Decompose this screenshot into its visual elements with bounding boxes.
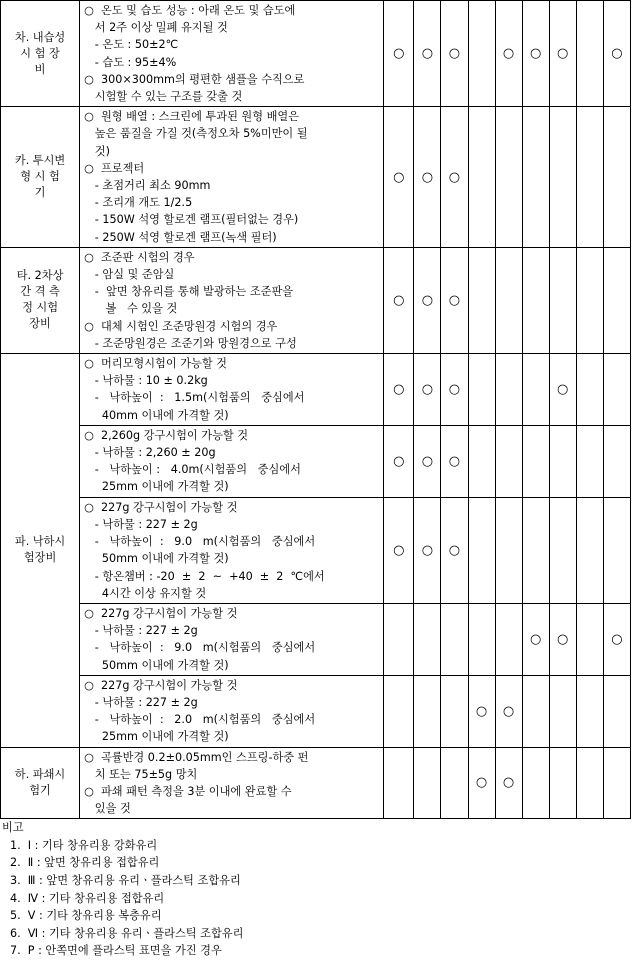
applicability-cell: [576, 354, 603, 426]
requirement-cell: [80, 675, 384, 747]
applicability-cell: ○: [414, 1, 441, 107]
applicability-cell: ○: [522, 603, 549, 675]
requirement-line: - 습도 : 95±4%: [84, 55, 177, 69]
requirement-line: - 낙하높이 : 9.0 m(시험품의 중심에서: [84, 641, 316, 655]
applicability-cell: [603, 675, 630, 747]
notes-list: [2, 837, 630, 960]
applicability-cell: [441, 675, 468, 747]
requirement-line: - 150W 석영 할로겐 램프(필터없는 경우): [84, 213, 299, 227]
applicability-cell: [522, 247, 549, 353]
category-cell: [1, 1, 80, 107]
applicability-cell: [603, 425, 630, 497]
note-item: 1. Ⅰ : 기타 창유리용 강화유리: [10, 838, 158, 852]
applicability-cell: [414, 603, 441, 675]
category-label-line: 비: [34, 62, 46, 76]
requirement-line: - 조준망원경은 조준기와 망원경으로 구성: [84, 336, 297, 350]
applicability-cell: [603, 354, 630, 426]
applicability-cell: ○: [468, 747, 495, 819]
applicability-cell: [549, 497, 576, 603]
category-cell: [1, 107, 80, 248]
applicability-cell: ○: [441, 1, 468, 107]
applicability-cell: [495, 497, 522, 603]
requirement-line: 서 2주 이상 밀폐 유지될 것: [84, 21, 228, 35]
requirement-line: ○ 원형 배열 : 스크린에 투과된 원형 배열은: [84, 110, 300, 124]
table-row: [1, 247, 631, 353]
requirement-line: - 온도 : 50±2℃: [84, 38, 179, 52]
applicability-cell: [549, 247, 576, 353]
applicability-cell: ○: [384, 425, 414, 497]
applicability-cell: [522, 675, 549, 747]
requirement-line: ○ 온도 및 습도 성능 : 아래 온도 및 습도에: [84, 4, 296, 17]
applicability-cell: ○: [384, 354, 414, 426]
note-item: 2. Ⅱ : 앞면 창유리용 접합유리: [10, 856, 160, 870]
category-label-line: 카. 투시변: [14, 154, 66, 168]
applicability-cell: [495, 354, 522, 426]
applicability-cell: ○: [441, 497, 468, 603]
requirement-line: 50mm 이내에 가격할 것): [84, 658, 229, 672]
table-row: [1, 675, 631, 747]
applicability-cell: ○: [441, 107, 468, 248]
requirement-line: - 초점거리 최소 90mm: [84, 179, 211, 193]
requirement-line: 높은 품질을 가질 것(측정오차 5%미만이 될: [84, 127, 308, 141]
requirement-line: 있을 것: [84, 802, 131, 816]
category-label-line: 험기: [29, 783, 51, 797]
requirement-cell: [80, 497, 384, 603]
requirement-line: - 암실 및 준암실: [84, 268, 175, 282]
requirement-cell: [80, 354, 384, 426]
applicability-cell: [384, 747, 414, 819]
requirement-cell: [80, 425, 384, 497]
category-cell: [1, 747, 80, 819]
applicability-cell: ○: [384, 497, 414, 603]
table-row: [1, 603, 631, 675]
applicability-cell: [495, 107, 522, 248]
applicability-cell: [414, 747, 441, 819]
requirement-line: - 250W 석영 할로겐 램프(녹색 필터): [84, 230, 277, 244]
category-label-line: 험장비: [23, 551, 57, 565]
note-item: 5. Ⅴ : 기타 창유리용 복층유리: [10, 909, 162, 923]
applicability-cell: [576, 1, 603, 107]
applicability-cell: ○: [495, 747, 522, 819]
requirement-line: - 낙하물 : 10 ± 0.2kg: [84, 374, 208, 388]
category-label-line: 시 험 장: [20, 46, 60, 60]
applicability-cell: [522, 747, 549, 819]
requirement-line: 25mm 이내에 가격할 것): [84, 730, 229, 744]
applicability-cell: [468, 497, 495, 603]
notes-heading: 비고: [2, 821, 24, 835]
applicability-cell: [576, 247, 603, 353]
requirement-cell: [80, 603, 384, 675]
requirement-line: ○ 227g 강구시험이 가능할 것: [84, 678, 238, 692]
requirement-line: - 낙하물 : 2,260 ± 20g: [84, 446, 216, 460]
applicability-cell: ○: [522, 1, 549, 107]
requirement-line: ○ 머리모형시험이 가능할 것: [84, 357, 227, 371]
applicability-cell: ○: [549, 603, 576, 675]
requirement-line: ○ 대체 시험인 조준망원경 시험의 경우: [84, 319, 278, 333]
applicability-cell: [549, 425, 576, 497]
applicability-cell: ○: [414, 425, 441, 497]
requirement-line: 50mm 이내에 가격할 것): [84, 552, 229, 566]
category-label-line: 간 격 측: [20, 285, 60, 299]
requirement-line: - 앞면 창유리를 통해 발광하는 조준판을: [84, 285, 294, 299]
applicability-cell: ○: [468, 675, 495, 747]
requirement-line: 치 또는 75±5g 망치: [84, 767, 198, 781]
applicability-cell: [495, 603, 522, 675]
requirement-line: - 낙하높이 : 9.0 m(시험품의 중심에서: [84, 535, 316, 549]
applicability-cell: [468, 354, 495, 426]
requirement-line: ○ 파쇄 패턴 측정을 3분 이내에 완료할 수: [84, 784, 292, 798]
applicability-cell: [441, 603, 468, 675]
requirement-cell: [80, 107, 384, 248]
applicability-cell: ○: [441, 247, 468, 353]
applicability-cell: [549, 747, 576, 819]
applicability-cell: ○: [603, 1, 630, 107]
applicability-cell: [384, 603, 414, 675]
note-item: 4. Ⅳ : 기타 창유리용 접합유리: [10, 891, 165, 905]
requirement-line: ○ 300×300mm의 평편한 샘플을 수직으로: [84, 72, 305, 86]
requirement-line: ○ 프로젝터: [84, 161, 145, 175]
requirement-line: 시험할 수 있는 구조를 갖출 것: [84, 90, 243, 104]
table-row: [1, 747, 631, 819]
requirement-cell: [80, 1, 384, 107]
requirement-line: ○ 227g 강구시험이 가능할 것: [84, 606, 238, 620]
table-row: [1, 497, 631, 603]
requirement-line: 것): [84, 144, 110, 158]
category-label-line: 차. 내습성: [14, 30, 66, 44]
applicability-cell: ○: [495, 675, 522, 747]
requirement-line: ○ 곡률반경 0.2±0.05mm인 스프링-하중 펀: [84, 750, 309, 764]
category-label-line: 하. 파쇄시: [14, 767, 66, 781]
applicability-cell: [576, 603, 603, 675]
applicability-cell: [441, 747, 468, 819]
applicability-cell: ○: [441, 354, 468, 426]
requirement-line: - 낙하높이 : 1.5m(시험품의 중심에서: [84, 391, 305, 405]
applicability-cell: ○: [441, 425, 468, 497]
applicability-cell: ○: [603, 603, 630, 675]
applicability-cell: [468, 425, 495, 497]
applicability-cell: ○: [384, 107, 414, 248]
applicability-cell: ○: [414, 107, 441, 248]
category-cell: [1, 247, 80, 353]
applicability-cell: [468, 603, 495, 675]
requirement-cell: [80, 247, 384, 353]
requirement-line: - 낙하높이 : 2.0 m(시험품의 중심에서: [84, 713, 316, 727]
applicability-cell: [522, 354, 549, 426]
applicability-cell: [468, 1, 495, 107]
applicability-cell: [576, 497, 603, 603]
applicability-cell: [576, 107, 603, 248]
applicability-cell: [384, 675, 414, 747]
applicability-cell: [603, 107, 630, 248]
applicability-cell: [603, 247, 630, 353]
applicability-cell: ○: [414, 247, 441, 353]
applicability-cell: [576, 747, 603, 819]
note-item: 3. Ⅲ : 앞면 창유리용 유리ㆍ플라스틱 조합유리: [10, 874, 241, 888]
category-label-line: 기: [34, 186, 46, 200]
category-label-line: 장비: [29, 317, 51, 331]
requirement-line: - 낙하물 : 227 ± 2g: [84, 624, 198, 638]
applicability-cell: ○: [549, 354, 576, 426]
requirement-line: - 낙하물 : 227 ± 2g: [84, 695, 198, 709]
requirement-line: 40mm 이내에 가격할 것): [84, 408, 229, 422]
applicability-cell: ○: [414, 354, 441, 426]
applicability-cell: [522, 425, 549, 497]
applicability-cell: [603, 497, 630, 603]
category-label-line: 정 시험: [22, 301, 59, 315]
applicability-cell: ○: [495, 1, 522, 107]
table-row: [1, 1, 631, 107]
note-item: 7. P : 안쪽면에 플라스틱 표면을 가진 경우: [10, 944, 222, 958]
table-row: [1, 107, 631, 248]
table-row: [1, 425, 631, 497]
applicability-cell: [603, 747, 630, 819]
note-item: 6. Ⅵ : 기타 창유리용 유리ㆍ플라스틱 조합유리: [10, 926, 244, 940]
requirement-line: - 낙하물 : 227 ± 2g: [84, 517, 198, 531]
applicability-cell: [522, 107, 549, 248]
requirement-line: - 항온챔버 : -20 ± 2 ~ +40 ± 2 ℃에서: [84, 569, 325, 583]
requirement-line: 25mm 이내에 가격할 것): [84, 480, 229, 494]
applicability-cell: [468, 247, 495, 353]
applicability-cell: [549, 107, 576, 248]
requirement-line: ○ 227g 강구시험이 가능할 것: [84, 500, 238, 514]
category-label-line: 파. 낙하시: [14, 535, 66, 549]
requirement-line: 4시간 이상 유지할 것: [84, 586, 207, 600]
applicability-cell: ○: [549, 1, 576, 107]
applicability-cell: ○: [384, 247, 414, 353]
applicability-cell: ○: [384, 1, 414, 107]
applicability-cell: [522, 497, 549, 603]
requirement-line: - 낙하높이 : 4.0m(시험품의 중심에서: [84, 463, 301, 477]
requirement-line: ○ 2,260g 강구시험이 가능할 것: [84, 428, 249, 442]
requirement-line: 볼 수 있을 것: [84, 302, 178, 316]
applicability-cell: [549, 675, 576, 747]
applicability-cell: [576, 675, 603, 747]
applicability-cell: [576, 425, 603, 497]
notes-section: [0, 819, 632, 960]
category-label-line: 형 시 험: [20, 170, 60, 184]
requirement-line: ○ 조준판 시험의 경우: [84, 250, 195, 264]
table-row: [1, 354, 631, 426]
applicability-cell: [468, 107, 495, 248]
category-cell: [1, 354, 80, 747]
requirement-cell: [80, 747, 384, 819]
requirement-line: - 조리개 개도 1/2.5: [84, 196, 193, 210]
applicability-cell: [495, 247, 522, 353]
category-label-line: 타. 2차상: [16, 269, 64, 283]
applicability-cell: [495, 425, 522, 497]
applicability-cell: ○: [414, 497, 441, 603]
applicability-cell: [414, 675, 441, 747]
